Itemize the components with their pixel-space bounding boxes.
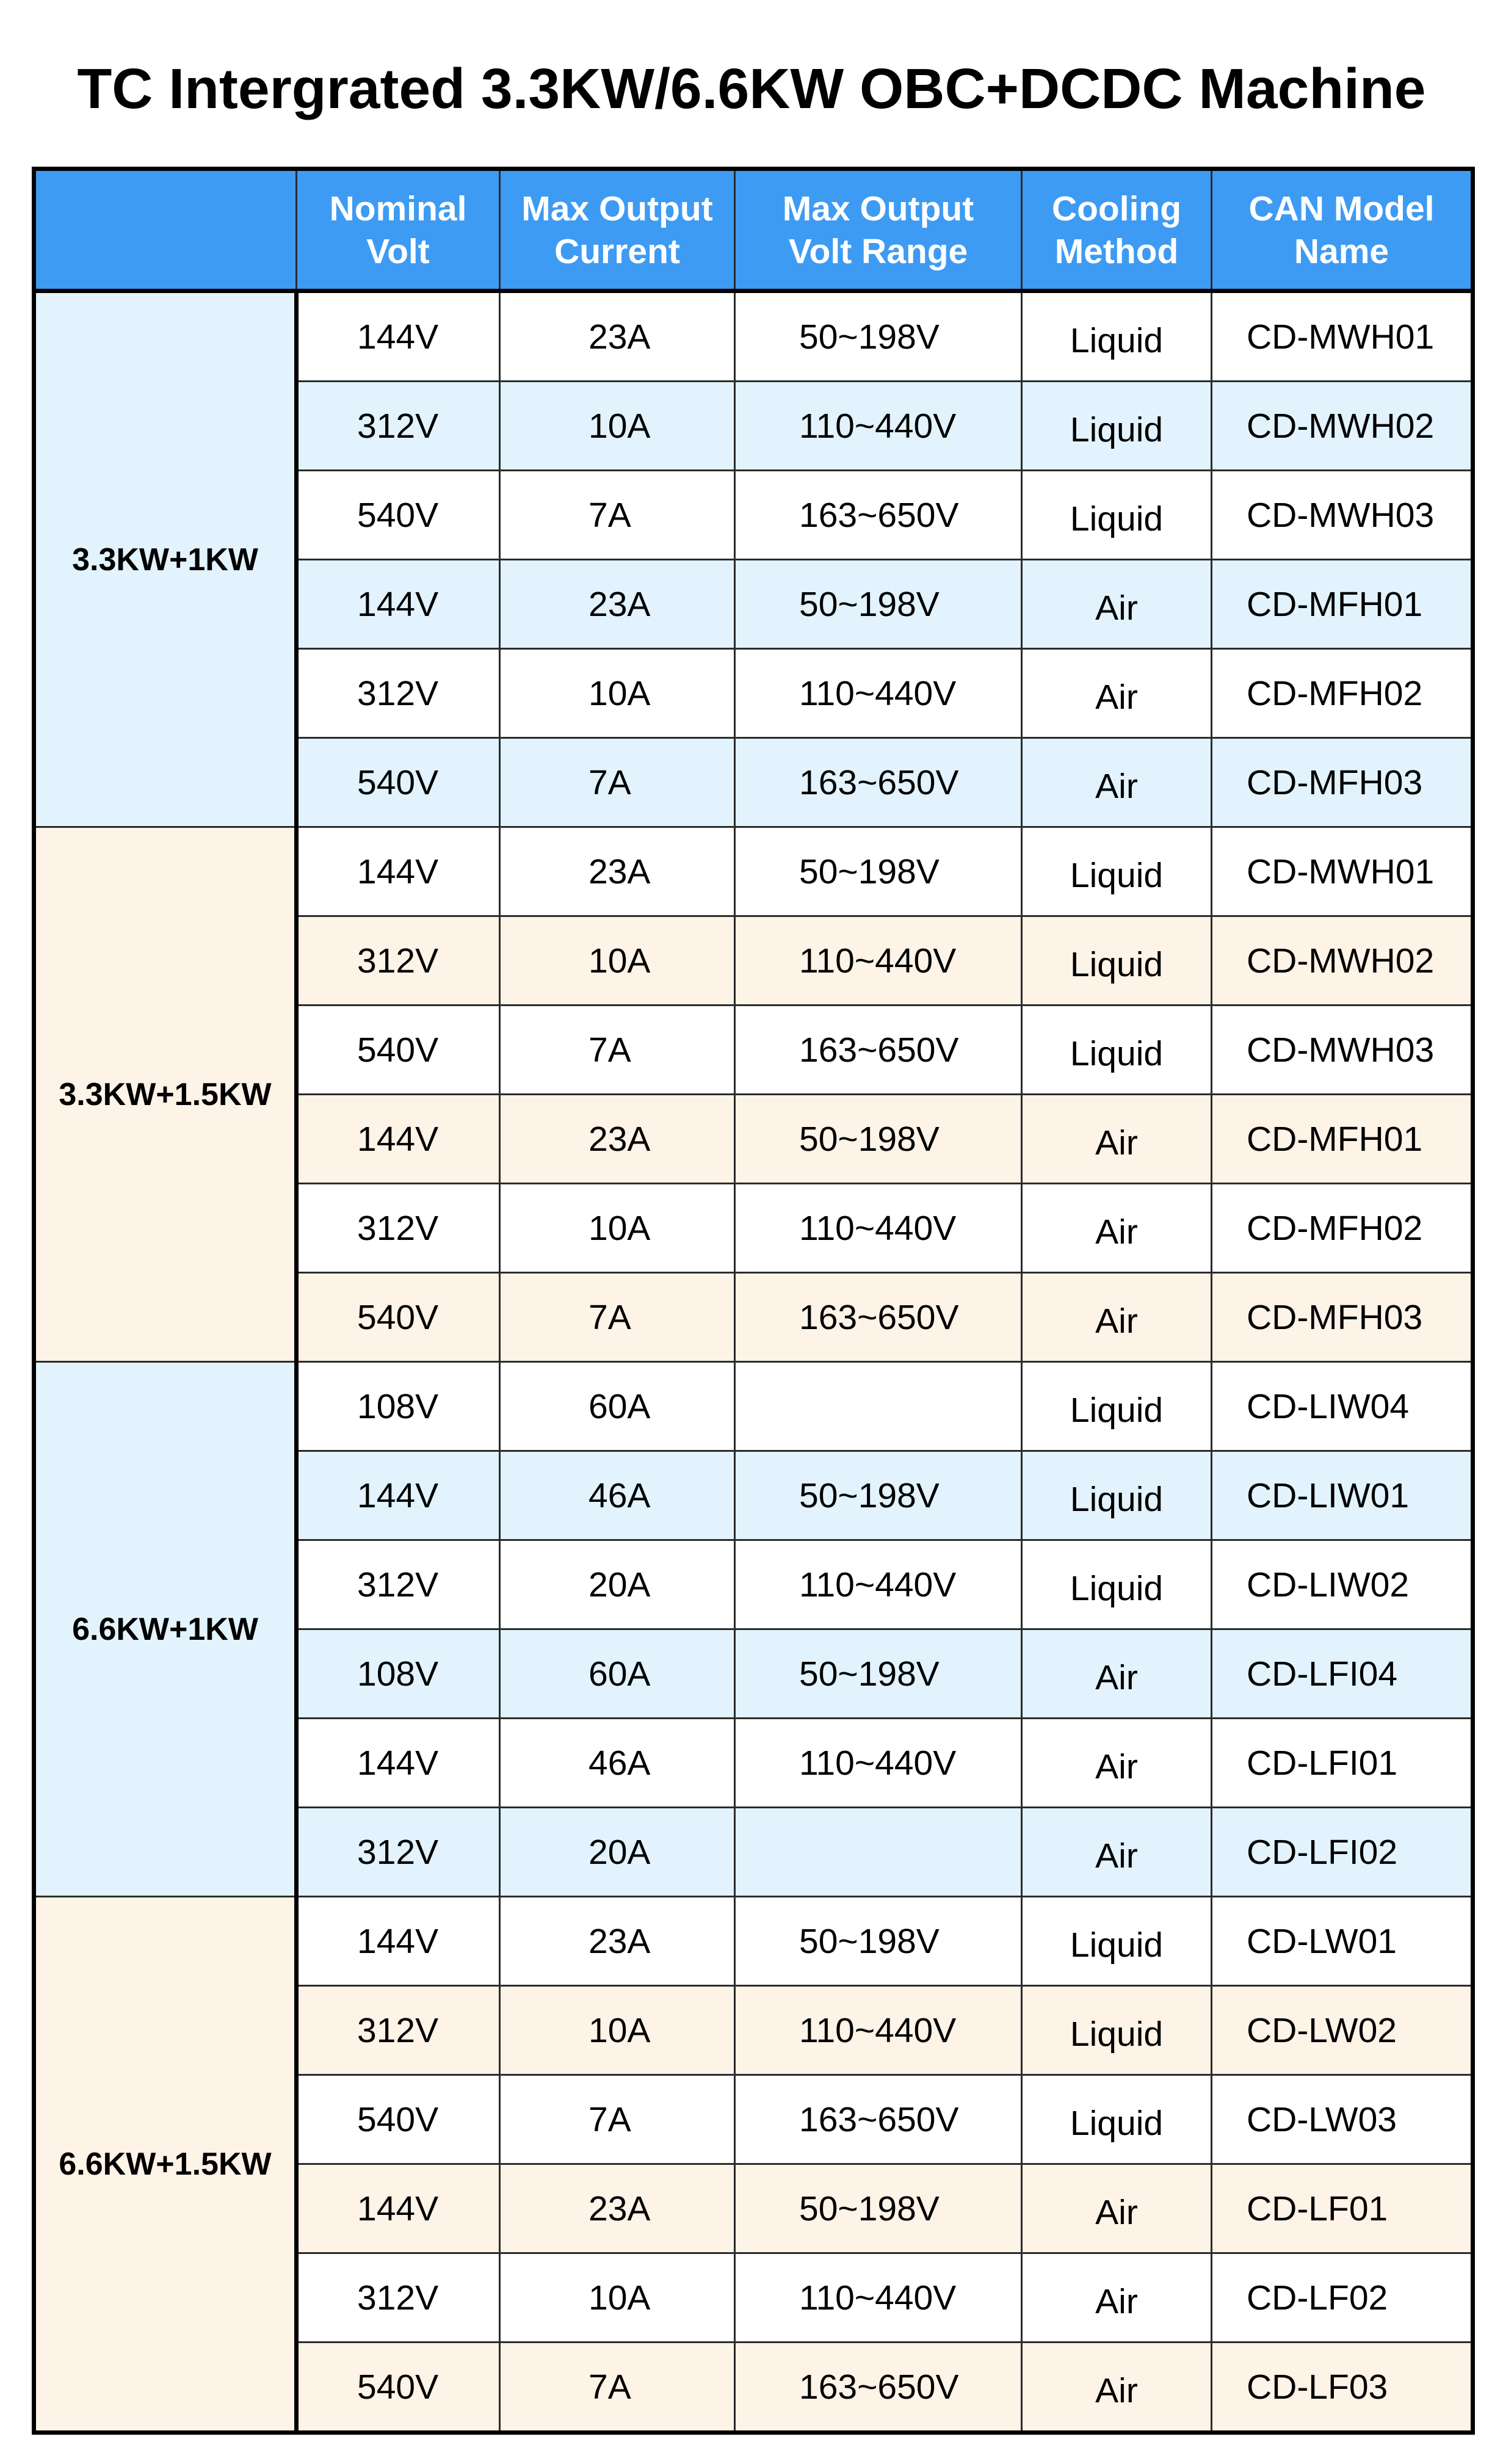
volt-range-cell: 110~440V [735,2253,1022,2343]
volt-range-cell: 50~198V [735,827,1022,916]
cooling-method-cell [1022,1540,1212,1629]
cooling-method-text: Air [1095,1301,1138,1341]
cooling-method-cell [1022,2164,1212,2253]
max-output-current-cell: 20A [500,1808,735,1897]
volt-range-cell: 163~650V [735,738,1022,827]
nominal-volt-cell: 144V [297,1897,500,1986]
nominal-volt-cell: 144V [297,2164,500,2253]
cooling-method-cell [1022,738,1212,827]
table-row [34,827,1473,916]
nominal-volt-cell: 312V [297,916,500,1006]
cooling-method-text: Air [1095,588,1138,628]
cooling-method-cell [1022,2075,1212,2164]
max-output-current-cell: 60A [500,1629,735,1719]
nominal-volt-cell: 144V [297,560,500,649]
volt-range-cell: 50~198V [735,1629,1022,1719]
can-model-name-cell: CD-LFI02 [1212,1808,1473,1897]
cooling-method-cell [1022,1006,1212,1095]
volt-range-cell: 110~440V [735,916,1022,1006]
can-model-name-cell: CD-LIW01 [1212,1451,1473,1540]
can-model-name-cell: CD-MWH02 [1212,916,1473,1006]
can-model-name-cell: CD-LW01 [1212,1897,1473,1986]
cooling-method-text: Liquid [1070,2014,1164,2054]
cooling-method-text: Liquid [1070,410,1164,449]
nominal-volt-cell: 312V [297,1986,500,2075]
volt-range-cell: 163~650V [735,2343,1022,2433]
cooling-method-cell [1022,1273,1212,1362]
cooling-method-cell [1022,382,1212,471]
nominal-volt-cell: 144V [297,291,500,382]
cooling-method-text: Air [1095,1836,1138,1875]
can-model-name-cell: CD-LF03 [1212,2343,1473,2433]
can-model-name-cell: CD-MFH03 [1212,1273,1473,1362]
volt-range-cell: 50~198V [735,1095,1022,1184]
volt-range-cell: 50~198V [735,2164,1022,2253]
cooling-method-text: Liquid [1070,321,1164,360]
header-group [34,169,297,291]
nominal-volt-cell: 540V [297,1006,500,1095]
cooling-method-text: Liquid [1070,1568,1164,1608]
max-output-current-cell: 23A [500,560,735,649]
cooling-method-cell [1022,916,1212,1006]
max-output-current-cell: 10A [500,2253,735,2343]
header-nominal-volt [297,169,500,291]
spec-table [32,167,1475,2435]
nominal-volt-cell: 312V [297,382,500,471]
cooling-method-text: Liquid [1070,1479,1164,1519]
cooling-method-cell [1022,1897,1212,1986]
volt-range-cell: 163~650V [735,471,1022,560]
header-can-model-name [1212,169,1473,291]
nominal-volt-cell: 144V [297,827,500,916]
max-output-current-cell: 7A [500,738,735,827]
max-output-current-cell: 10A [500,916,735,1006]
max-output-current-cell: 23A [500,2164,735,2253]
nominal-volt-cell: 540V [297,738,500,827]
nominal-volt-cell: 312V [297,2253,500,2343]
group-label: 6.6KW+1.5KW [34,1897,297,2433]
table-row [34,291,1473,382]
can-model-name-cell: CD-MWH03 [1212,471,1473,560]
volt-range-cell: 50~198V [735,1897,1022,1986]
row-group [34,827,1473,1362]
header-row [34,169,1473,291]
cooling-method-cell [1022,291,1212,382]
max-output-current-cell: 23A [500,291,735,382]
cooling-method-cell [1022,471,1212,560]
cooling-method-cell [1022,1184,1212,1273]
cooling-method-text: Air [1095,2371,1138,2410]
max-output-current-cell: 23A [500,827,735,916]
cooling-method-cell [1022,1095,1212,1184]
nominal-volt-cell: 540V [297,1273,500,1362]
max-output-current-cell: 10A [500,382,735,471]
max-output-current-cell: 60A [500,1362,735,1451]
cooling-method-text: Air [1095,2281,1138,2321]
max-output-current-cell: 10A [500,1184,735,1273]
can-model-name-cell: CD-LIW02 [1212,1540,1473,1629]
max-output-current-cell: 20A [500,1540,735,1629]
cooling-method-text: Air [1095,677,1138,717]
header-max-output-volt-range-line2: Volt Range [788,231,968,271]
max-output-current-cell: 7A [500,471,735,560]
cooling-method-cell [1022,1629,1212,1719]
group-label: 6.6KW+1KW [34,1362,297,1897]
table-row [34,1897,1473,1986]
row-group [34,1897,1473,2433]
volt-range-cell: 163~650V [735,2075,1022,2164]
row-group [34,291,1473,827]
header-cooling-method [1022,169,1212,291]
max-output-current-cell: 7A [500,2075,735,2164]
volt-range-cell: 110~440V [735,649,1022,738]
nominal-volt-cell: 540V [297,471,500,560]
header-can-model-name-line2: Name [1294,231,1389,271]
nominal-volt-cell: 540V [297,2075,500,2164]
max-output-current-cell: 7A [500,2343,735,2433]
volt-range-cell [735,1808,1022,1897]
can-model-name-cell: CD-MWH01 [1212,291,1473,382]
document-title: TC Intergrated 3.3KW/6.6KW OBC+DCDC Machine [77,57,1426,120]
nominal-volt-cell: 312V [297,1184,500,1273]
volt-range-cell: 110~440V [735,1719,1022,1808]
can-model-name-cell: CD-LFI04 [1212,1629,1473,1719]
nominal-volt-cell: 108V [297,1629,500,1719]
max-output-current-cell: 23A [500,1095,735,1184]
nominal-volt-cell: 144V [297,1451,500,1540]
cooling-method-cell [1022,1986,1212,2075]
cooling-method-text: Liquid [1070,2103,1164,2143]
can-model-name-cell: CD-MWH01 [1212,827,1473,916]
cooling-method-cell [1022,2343,1212,2433]
cooling-method-text: Air [1095,1658,1138,1697]
volt-range-cell: 50~198V [735,560,1022,649]
cooling-method-cell [1022,827,1212,916]
volt-range-cell [735,1362,1022,1451]
cooling-method-text: Liquid [1070,1390,1164,1430]
max-output-current-cell: 23A [500,1897,735,1986]
cooling-method-text: Air [1095,2192,1138,2232]
group-label: 3.3KW+1KW [34,291,297,827]
nominal-volt-cell: 540V [297,2343,500,2433]
can-model-name-cell: CD-LF02 [1212,2253,1473,2343]
volt-range-cell: 110~440V [735,382,1022,471]
header-max-output-volt-range-line1: Max Output [782,189,974,228]
max-output-current-cell: 7A [500,1273,735,1362]
header-max-output-current-line1: Max Output [521,189,713,228]
cooling-method-text: Air [1095,766,1138,806]
can-model-name-cell: CD-MFH02 [1212,1184,1473,1273]
can-model-name-cell: CD-MWH02 [1212,382,1473,471]
can-model-name-cell: CD-MWH03 [1212,1006,1473,1095]
table-header [34,169,1473,291]
header-nominal-volt-line2: Volt [366,231,430,271]
max-output-current-cell: 46A [500,1719,735,1808]
cooling-method-text: Liquid [1070,944,1164,984]
cooling-method-text: Air [1095,1747,1138,1786]
cooling-method-cell [1022,1451,1212,1540]
can-model-name-cell: CD-MFH02 [1212,649,1473,738]
can-model-name-cell: CD-LFI01 [1212,1719,1473,1808]
cooling-method-cell [1022,1808,1212,1897]
nominal-volt-cell: 144V [297,1095,500,1184]
can-model-name-cell: CD-MFH03 [1212,738,1473,827]
header-nominal-volt-line1: Nominal [329,189,467,228]
max-output-current-cell: 46A [500,1451,735,1540]
nominal-volt-cell: 312V [297,649,500,738]
volt-range-cell: 50~198V [735,291,1022,382]
nominal-volt-cell: 312V [297,1808,500,1897]
header-max-output-volt-range [735,169,1022,291]
cooling-method-text: Air [1095,1212,1138,1252]
max-output-current-cell: 10A [500,1986,735,2075]
cooling-method-cell [1022,649,1212,738]
cooling-method-cell [1022,1362,1212,1451]
volt-range-cell: 110~440V [735,1184,1022,1273]
cooling-method-text: Liquid [1070,1925,1164,1965]
cooling-method-text: Liquid [1070,855,1164,895]
max-output-current-cell: 7A [500,1006,735,1095]
max-output-current-cell: 10A [500,649,735,738]
volt-range-cell: 163~650V [735,1273,1022,1362]
nominal-volt-cell: 144V [297,1719,500,1808]
can-model-name-cell: CD-MFH01 [1212,560,1473,649]
cooling-method-text: Air [1095,1123,1138,1162]
volt-range-cell: 50~198V [735,1451,1022,1540]
group-label: 3.3KW+1.5KW [34,827,297,1362]
can-model-name-cell: CD-MFH01 [1212,1095,1473,1184]
cooling-method-cell [1022,560,1212,649]
volt-range-cell: 163~650V [735,1006,1022,1095]
header-cooling-method-line2: Method [1054,231,1179,271]
cooling-method-cell [1022,1719,1212,1808]
can-model-name-cell: CD-LIW04 [1212,1362,1473,1451]
can-model-name-cell: CD-LW03 [1212,2075,1473,2164]
can-model-name-cell: CD-LW02 [1212,1986,1473,2075]
volt-range-cell: 110~440V [735,1540,1022,1629]
cooling-method-text: Liquid [1070,499,1164,538]
volt-range-cell: 110~440V [735,1986,1022,2075]
header-max-output-current [500,169,735,291]
table-row [34,1362,1473,1451]
header-cooling-method-line1: Cooling [1051,189,1182,228]
header-can-model-name-line1: CAN Model [1248,189,1435,228]
header-max-output-current-line2: Current [554,231,680,271]
nominal-volt-cell: 108V [297,1362,500,1451]
cooling-method-cell [1022,2253,1212,2343]
cooling-method-text: Liquid [1070,1034,1164,1073]
can-model-name-cell: CD-LF01 [1212,2164,1473,2253]
nominal-volt-cell: 312V [297,1540,500,1629]
row-group [34,1362,1473,1897]
